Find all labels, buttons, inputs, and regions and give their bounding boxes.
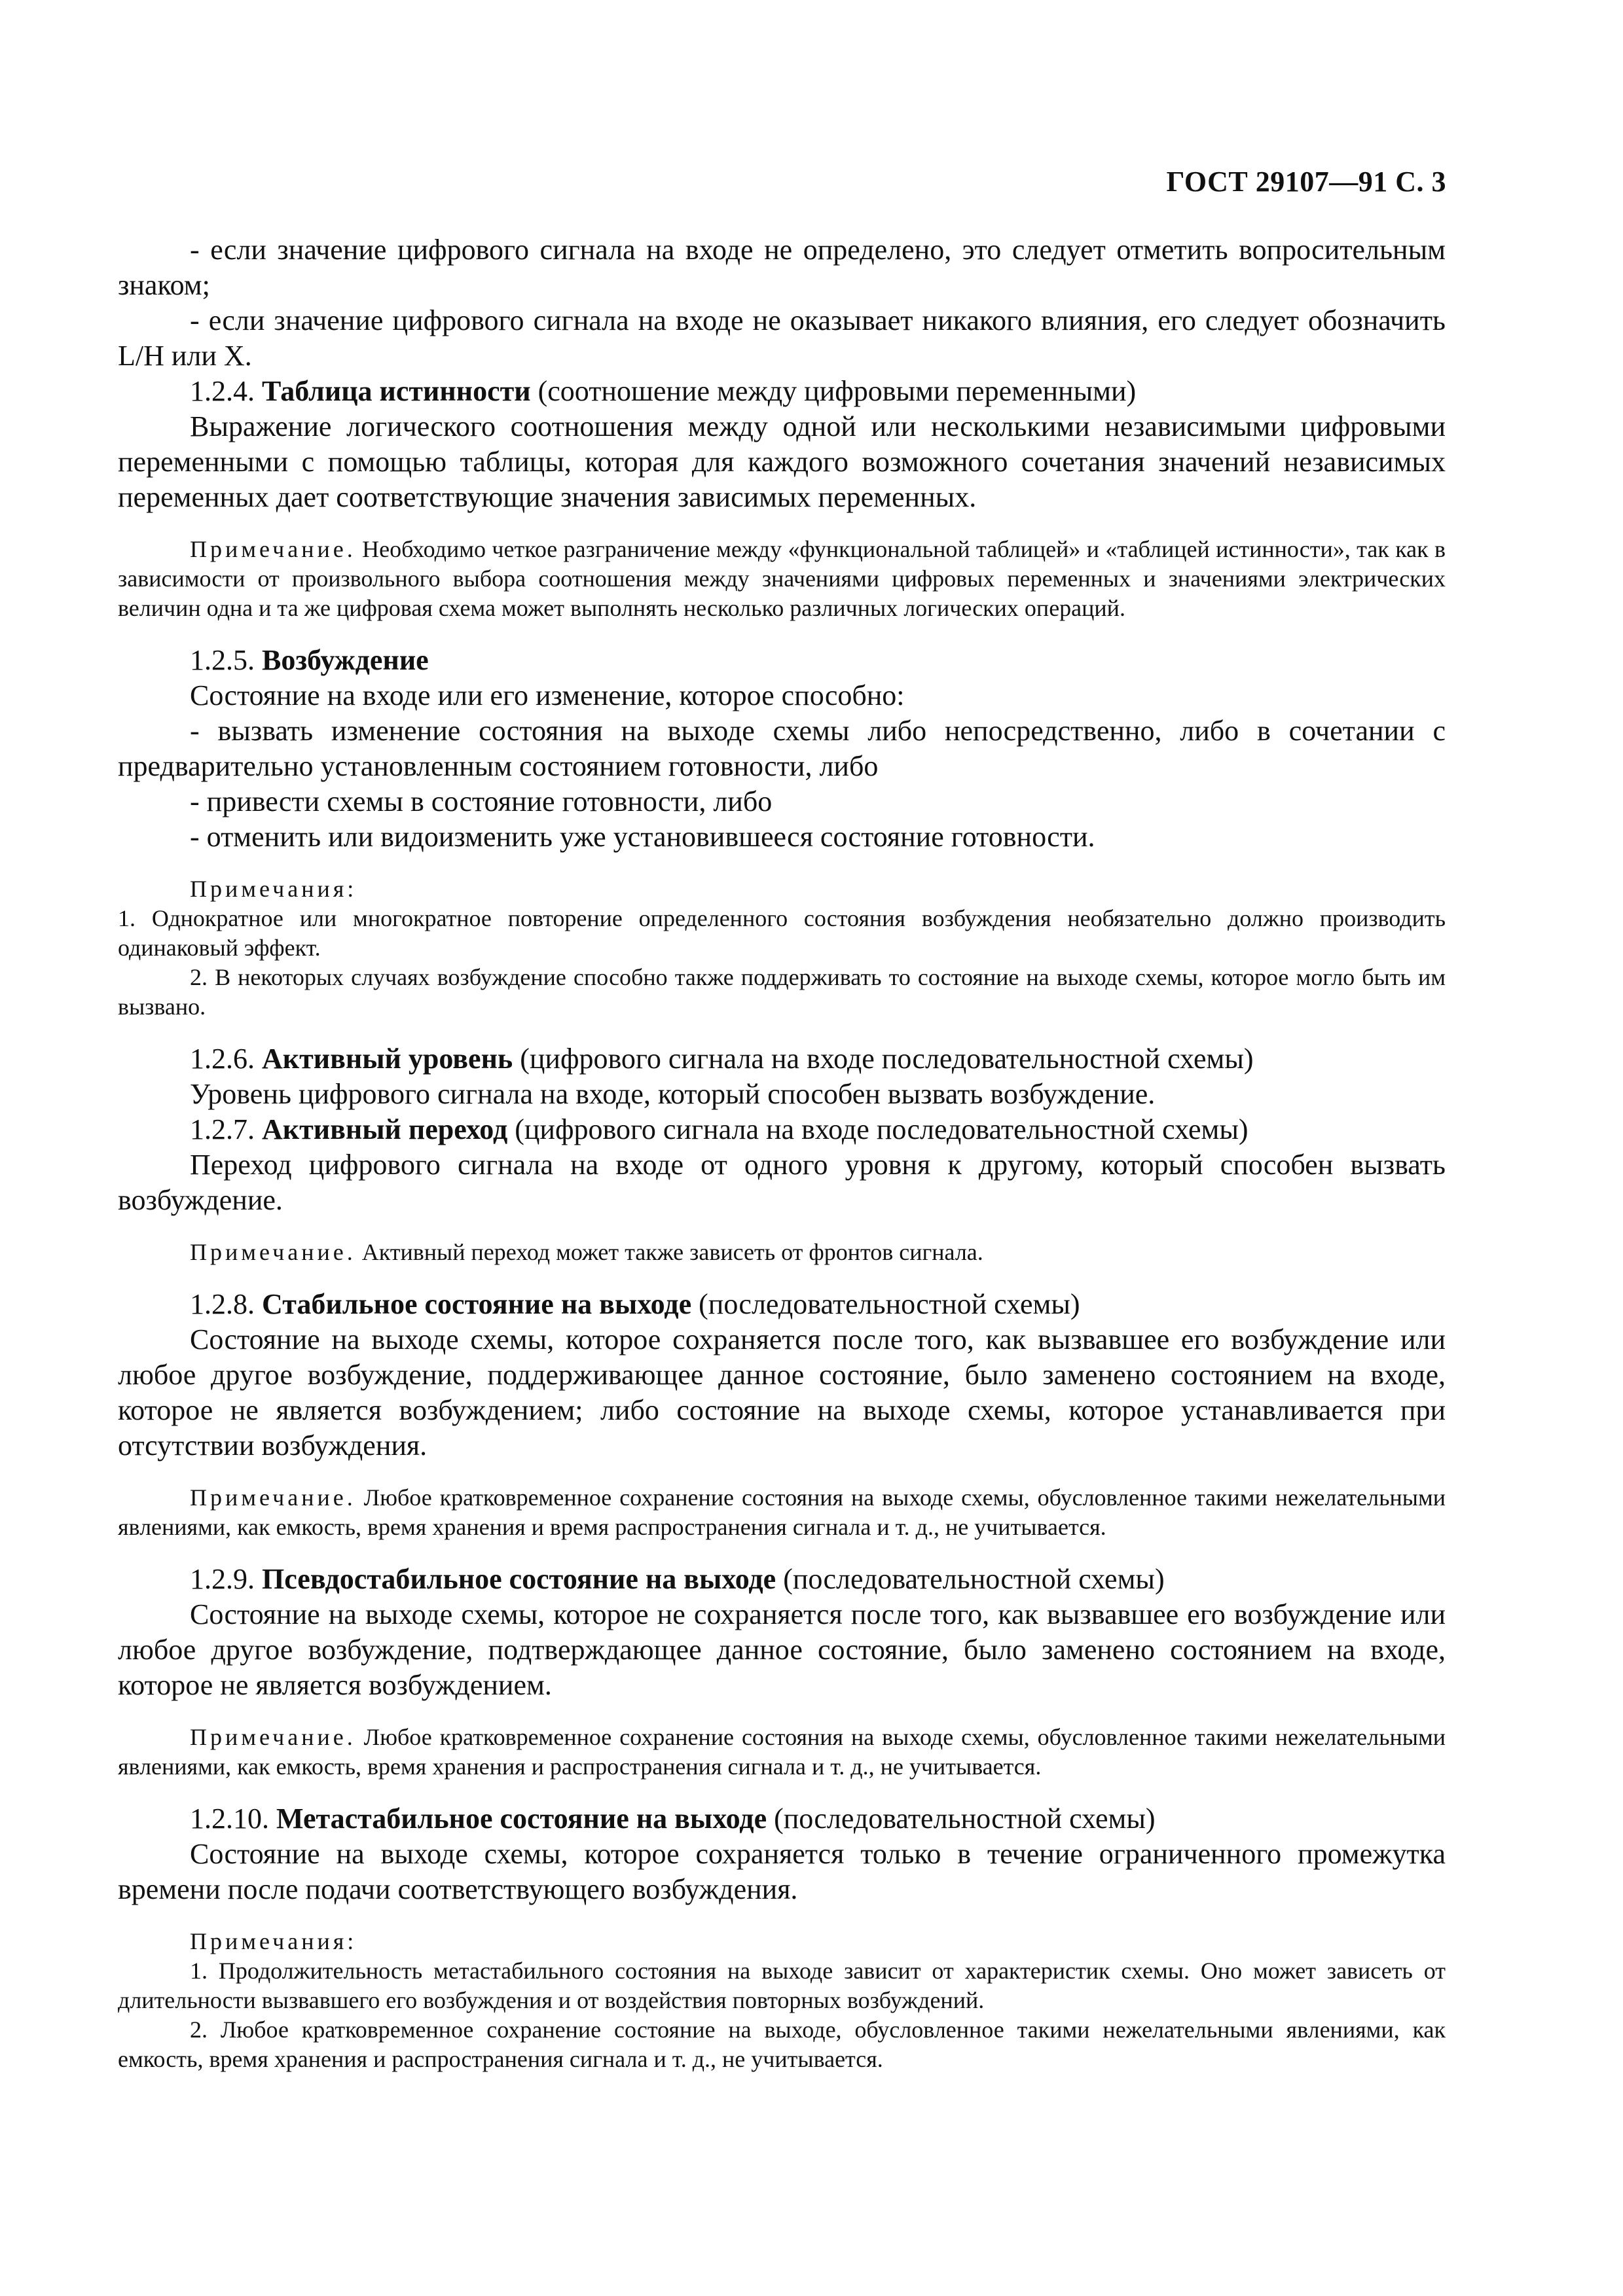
section-heading-1-2-8 (118, 1287, 1446, 1322)
section-qualifier: (последовательностной схемы) (774, 1803, 1156, 1835)
page-header: ГОСТ 29107—91 С. 3 (1166, 166, 1446, 198)
paragraph: Состояние на входе или его изменение, которое способно: (190, 679, 905, 711)
note-item: 1. Продолжительность метастабильного состояния на выходе зависит от характеристик схемы. Оно может зависеть от длительности вызвавшего его возбуждения и от воздействия повторных возбуждений. (118, 1958, 1446, 2013)
paragraph: Переход цифрового сигнала на входе от одного уровня к другому, который способен вызвать возбуждение. (118, 1149, 1446, 1216)
note-text: Любое кратковременное сохранение состояния на выходе схемы, обусловленное такими нежелательными явлениями, как емкость, время хранения и время распространения сигнала и т. д., не учитывается. (118, 1484, 1446, 1540)
section-number: 1.2.8. (190, 1288, 255, 1320)
note-item: 2. Любое кратковременное сохранение состояние на выходе, обусловленное такими нежелательными явлениями, как емкость, время хранения и распространения сигнала и т. д., не учитывается. (118, 2017, 1446, 2072)
section-term: Таблица истинности (262, 375, 531, 407)
page-content (118, 232, 1446, 2074)
section-heading-1-2-9 (118, 1562, 1446, 1597)
paragraph: Состояние на выходе схемы, которое не сохраняется после того, как вызвавшее его возбуждение или любое другое возбуждение, подтверждающее данное состояние, было заменено состоянием на входе, которое не является возбуждением. (118, 1598, 1446, 1701)
note-item: 1. Однократное или многократное повторение определенного состояния возбуждения необязательно должно производить одинаковый эффект. (118, 905, 1446, 961)
paragraph: Состояние на выходе схемы, которое сохраняется после того, как вызвавшее его возбуждение или любое другое возбуждение, поддерживающее данное состояние, было заменено состоянием на входе, которое не является возбуждением; либо состояние на выходе схемы, которое устанавливается при отсутствии возбуждения. (118, 1323, 1446, 1462)
paragraph: - если значение цифрового сигнала на входе не оказывает никакого влияния, его следует обозначить L/H или X. (118, 304, 1446, 372)
section-number: 1.2.4. (190, 375, 255, 407)
section-number: 1.2.7. (190, 1113, 255, 1145)
section-qualifier: (соотношение между цифровыми переменными) (538, 375, 1137, 407)
paragraph: - отменить или видоизменить уже установившееся состояние готовности. (190, 821, 1095, 853)
section-term: Стабильное состояние на выходе (262, 1288, 692, 1320)
note-label: Примечание. (190, 1724, 356, 1750)
section-heading-1-2-7 (118, 1112, 1446, 1147)
section-heading-1-2-6 (118, 1041, 1446, 1077)
section-term: Возбуждение (262, 644, 429, 676)
paragraph: - вызвать изменение состояния на выходе схемы либо непосредственно, либо в сочетании с предварительно установленным состоянием готовности, либо (118, 715, 1446, 782)
section-number: 1.2.6. (190, 1043, 255, 1075)
note-text: Активный переход может также зависеть от фронтов сигнала. (361, 1239, 983, 1265)
section-heading-1-2-4 (118, 374, 1446, 409)
note-label: Примечание. (190, 536, 356, 562)
section-heading-1-2-10 (118, 1801, 1446, 1837)
paragraph: - привести схемы в состояние готовности, либо (190, 785, 773, 817)
section-term: Активный переход (262, 1113, 508, 1145)
note (118, 535, 1446, 623)
section-number: 1.2.9. (190, 1563, 255, 1595)
section-number: 1.2.5. (190, 644, 255, 676)
note-text: Необходимо четкое разграничение между «функциональной таблицей» и «таблицей истинности», так как в зависимости от произвольного выбора соотношения между значениями цифровых переменных и значениями электрических величин одна и та же цифровая схема может выполнять несколько различных логических операций. (118, 536, 1446, 621)
note-label: Примечание. (190, 1239, 356, 1265)
section-term: Метастабильное состояние на выходе (276, 1803, 767, 1835)
note-text: Любое кратковременное сохранение состояния на выходе схемы, обусловленное такими нежелательными явлениями, как емкость, время хранения и распространения сигнала и т. д., не учитывается. (118, 1724, 1446, 1780)
paragraph: - если значение цифрового сигнала на входе не определено, это следует отметить вопросительным знаком; (118, 234, 1446, 301)
section-qualifier: (цифрового сигнала на входе последовательностной схемы) (520, 1043, 1254, 1075)
notes-label (118, 1927, 1446, 1956)
paragraph: Состояние на выходе схемы, которое сохраняется только в течение ограниченного промежутка времени после подачи соответствующего возбуждения. (118, 1838, 1446, 1905)
paragraph: Уровень цифрового сигнала на входе, который способен вызвать возбуждение. (190, 1078, 1156, 1110)
section-number: 1.2.10. (190, 1803, 269, 1835)
paragraph: Выражение логического соотношения между одной или несколькими независимыми цифровыми переменными с помощью таблицы, которая для каждого возможного сочетания значений независимых переменных дает соответствующие значения зависимых переменных. (118, 410, 1446, 513)
note-label: Примечания: (190, 1928, 357, 1954)
section-term: Активный уровень (262, 1043, 513, 1075)
note (118, 1238, 1446, 1267)
section-term: Псевдостабильное состояние на выходе (262, 1563, 776, 1595)
note-item: 2. В некоторых случаях возбуждение способно также поддерживать то состояние на выходе схемы, которое могло быть им вызвано. (118, 964, 1446, 1020)
section-qualifier: (цифрового сигнала на входе последовательностной схемы) (515, 1113, 1249, 1145)
note-label: Примечания: (190, 876, 357, 902)
note (118, 1483, 1446, 1542)
section-heading-1-2-5 (118, 643, 1446, 678)
notes-label (118, 874, 1446, 904)
section-qualifier: (последовательностной схемы) (783, 1563, 1165, 1595)
note-label: Примечание. (190, 1484, 356, 1511)
section-qualifier: (последовательностной схемы) (699, 1288, 1080, 1320)
note (118, 1723, 1446, 1782)
